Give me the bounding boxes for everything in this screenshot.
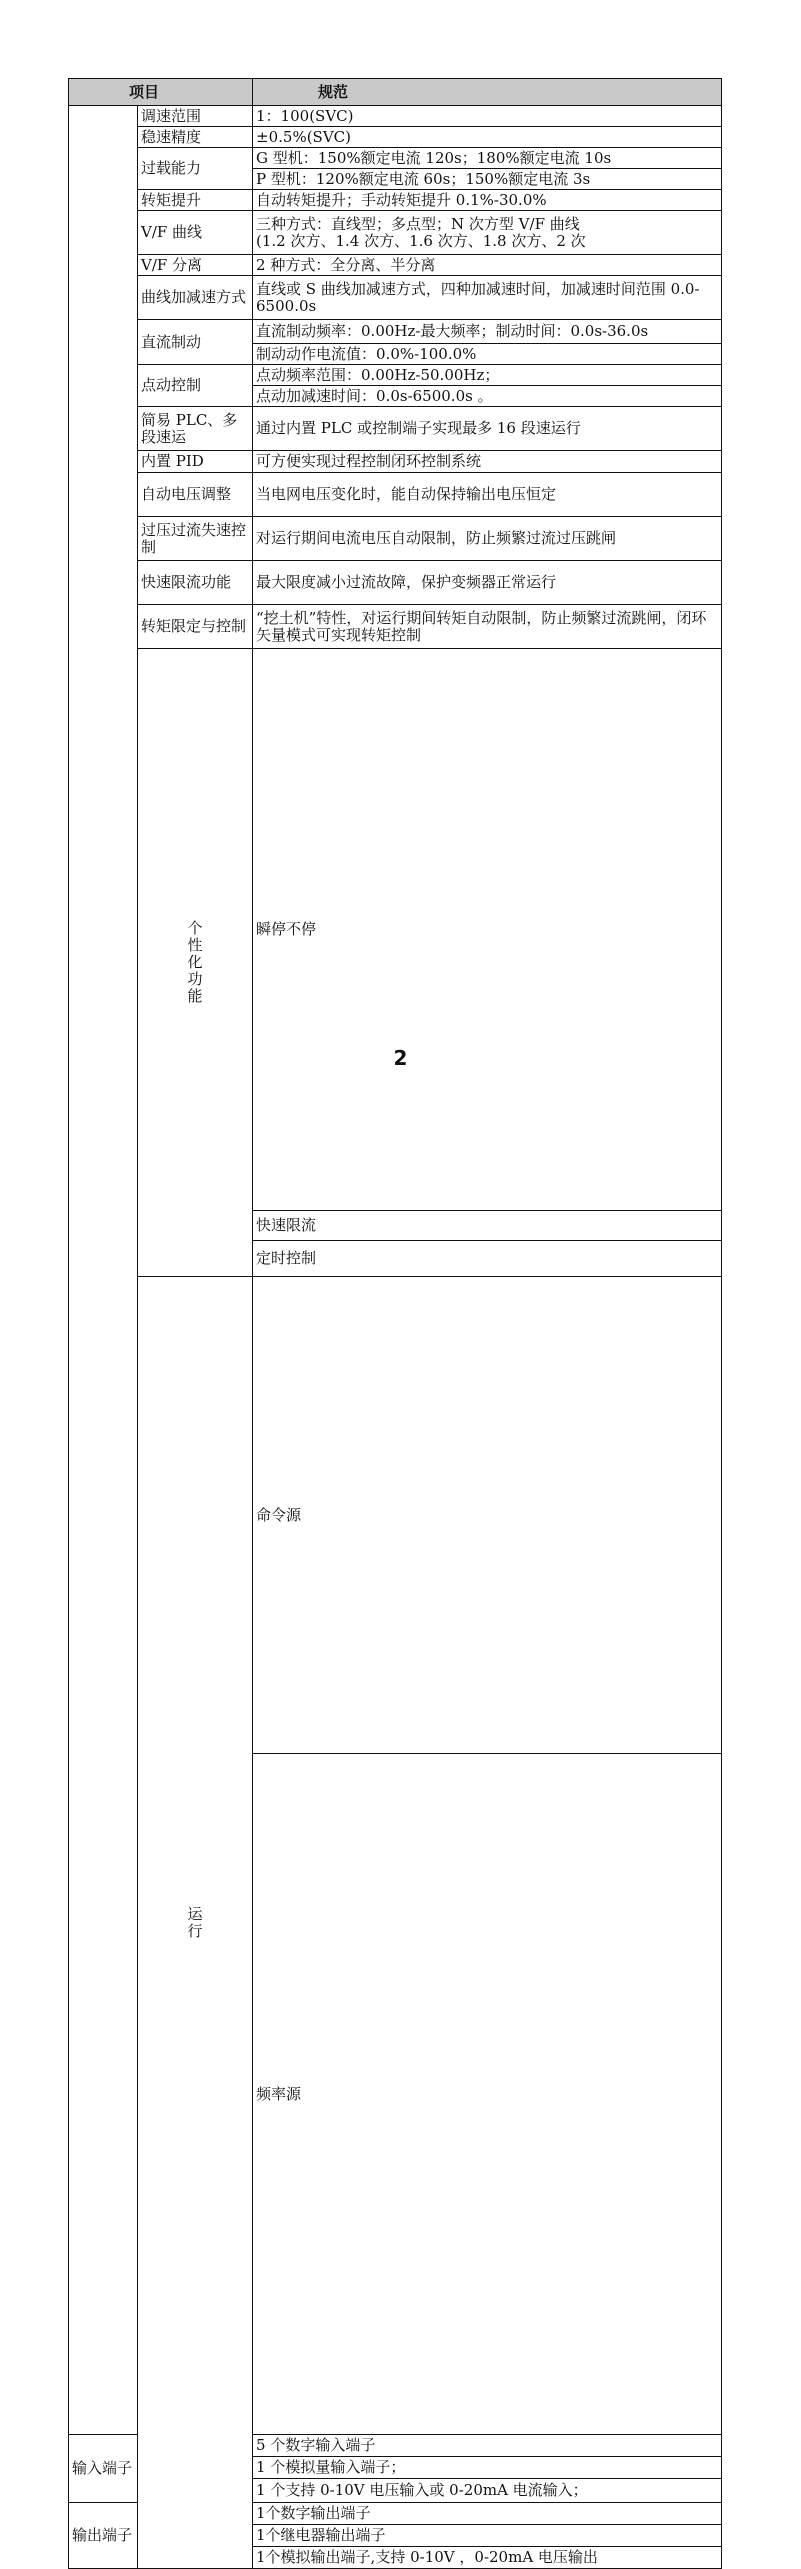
table-row	[69, 1277, 722, 1754]
category-blank	[69, 106, 138, 2435]
table-row	[69, 190, 722, 211]
item-cell: 稳速精度	[138, 127, 253, 148]
item-cell: 输出端子	[69, 2503, 138, 2569]
spec-cell: 直线或 S 曲线加减速方式，四种加减速时间，加减速时间范围 0.0-6500.0s	[253, 276, 722, 320]
spec-cell: 2 种方式：全分离、半分离	[253, 255, 722, 276]
table-row	[69, 255, 722, 276]
item-cell: 过载能力	[138, 148, 253, 190]
spec-cell: 点动加减速时间：0.0s-6500.0s 。	[253, 386, 722, 407]
item-cell: 过压过流失速控制	[138, 517, 253, 561]
table-row	[69, 605, 722, 649]
spec-cell: G 型机：150%额定电流 120s；180%额定电流 10s	[253, 148, 722, 169]
item-cell: 输入端子	[69, 2435, 138, 2503]
table-row	[69, 517, 722, 561]
spec-cell: 1个继电器输出端子	[253, 2525, 722, 2547]
table-row	[69, 106, 722, 127]
item-cell: 转矩限定与控制	[138, 605, 253, 649]
item-cell: 命令源	[253, 1277, 722, 1754]
item-cell: V/F 曲线	[138, 211, 253, 255]
item-cell: 简易 PLC、多段速运	[138, 407, 253, 451]
spec-cell: 对运行期间电流电压自动限制，防止频繁过流过压跳闸	[253, 517, 722, 561]
spec-cell	[253, 211, 722, 255]
table-row	[69, 365, 722, 386]
table-header-row	[69, 79, 722, 106]
spec-cell: 当电网电压变化时，能自动保持输出电压恒定	[253, 473, 722, 517]
spec-table	[68, 78, 722, 2569]
item-cell: 定时控制	[253, 1241, 722, 1277]
spec-cell: 1个数字输出端子	[253, 2503, 722, 2525]
item-cell: 转矩提升	[138, 190, 253, 211]
item-cell: 快速限流	[253, 1211, 722, 1241]
table-row	[69, 649, 722, 1211]
spec-cell: 1 个支持 0-10V 电压输入或 0-20mA 电流输入；	[253, 2479, 722, 2503]
item-cell: 点动控制	[138, 365, 253, 407]
spec-cell: 5 个数字输入端子	[253, 2435, 722, 2457]
spec-cell: “挖土机”特性，对运行期间转矩自动限制，防止频繁过流跳闸，闭环矢量模式可实现转矩控制	[253, 605, 722, 649]
spec-line: 三种方式：直线型；多点型；N 次方型 V/F 曲线	[256, 214, 580, 233]
spec-cell: 1：100(SVC)	[253, 106, 722, 127]
table-row	[69, 320, 722, 344]
spec-cell: 1个模拟输出端子,支持 0-10V ，0-20mA 电压输出	[253, 2547, 722, 2569]
item-cell: V/F 分离	[138, 255, 253, 276]
table-row	[69, 473, 722, 517]
table-row	[69, 561, 722, 605]
spec-cell: 可方便实现过程控制闭环控制系统	[253, 451, 722, 473]
spec-cell: 自动转矩提升；手动转矩提升 0.1%-30.0%	[253, 190, 722, 211]
spec-cell: 1 个模拟量输入端子；	[253, 2457, 722, 2479]
table-row	[69, 407, 722, 451]
spec-cell: 通过内置 PLC 或控制端子实现最多 16 段速运行	[253, 407, 722, 451]
item-cell: 曲线加减速方式	[138, 276, 253, 320]
table-row	[69, 451, 722, 473]
spec-cell: ±0.5%(SVC)	[253, 127, 722, 148]
item-cell: 直流制动	[138, 320, 253, 365]
item-cell: 自动电压调整	[138, 473, 253, 517]
item-cell: 瞬停不停	[253, 649, 722, 1211]
spec-cell: 点动频率范围：0.00Hz-50.00Hz；	[253, 365, 722, 386]
spec-line: (1.2 次方、1.4 次方、1.6 次方、1.8 次方、2 次	[256, 231, 586, 250]
header-item: 项目	[69, 79, 253, 106]
page-number: 2	[393, 1046, 408, 1070]
item-cell: 调速范围	[138, 106, 253, 127]
item-cell: 快速限流功能	[138, 561, 253, 605]
spec-cell: P 型机：120%额定电流 60s；150%额定电流 3s	[253, 169, 722, 190]
spec-cell: 制动动作电流值：0.0%-100.0%	[253, 344, 722, 365]
category-run: 运 行	[138, 1277, 253, 2569]
table-row	[69, 276, 722, 320]
category-personal: 个 性 化 功 能	[138, 649, 253, 1277]
item-cell: 频率源	[253, 1754, 722, 2435]
spec-cell: 直流制动频率：0.00Hz-最大频率；制动时间：0.0s-36.0s	[253, 320, 722, 344]
table-row	[69, 211, 722, 255]
table-row	[69, 127, 722, 148]
header-spec: 规范	[253, 79, 722, 106]
spec-cell: 最大限度减小过流故障，保护变频器正常运行	[253, 561, 722, 605]
item-cell: 内置 PID	[138, 451, 253, 473]
table-row	[69, 148, 722, 169]
